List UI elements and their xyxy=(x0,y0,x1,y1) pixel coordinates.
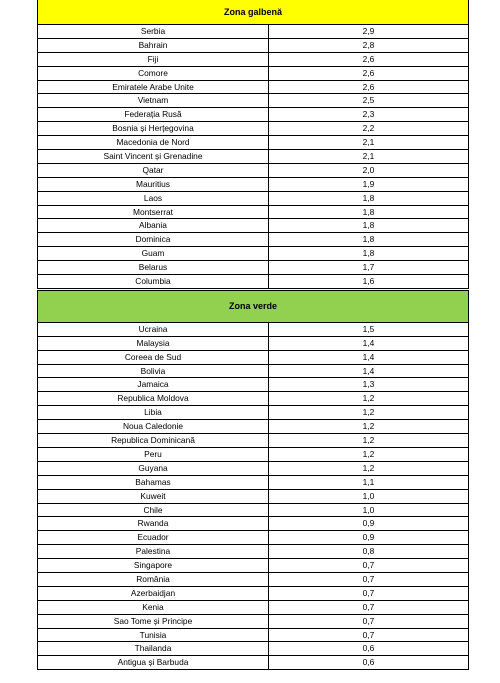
table-row xyxy=(37,261,469,275)
incidence-value-cell: 1,7 xyxy=(362,262,375,273)
incidence-value-cell: 2,2 xyxy=(362,123,375,134)
table-row xyxy=(37,81,469,95)
country-cell: Malaysia xyxy=(38,337,269,350)
incidence-value-cell: 1,6 xyxy=(362,276,375,287)
table-row xyxy=(37,39,469,53)
incidence-value-cell: 0,6 xyxy=(362,643,375,654)
table-row xyxy=(37,108,469,122)
country-cell: Peru xyxy=(38,448,269,461)
table-row xyxy=(37,545,469,559)
country-cell: Albania xyxy=(38,219,269,232)
section-title: Zona verde xyxy=(228,301,277,312)
country-cell: Guyana xyxy=(38,462,269,475)
section-header-green-zone xyxy=(37,290,469,323)
incidence-value-cell: 1,9 xyxy=(362,178,375,189)
country-cell: Jamaica xyxy=(38,378,269,391)
incidence-value-cell: 0,9 xyxy=(362,532,375,543)
table-row xyxy=(37,351,469,365)
table-row xyxy=(37,136,469,150)
table-row xyxy=(37,53,469,67)
country-cell: Republica Dominicană xyxy=(38,434,269,447)
table-row xyxy=(37,490,469,504)
country-cell: Emiratele Arabe Unite xyxy=(38,81,269,94)
incidence-value-cell: 2,6 xyxy=(362,67,375,78)
table-row xyxy=(37,337,469,351)
country-cell: Comore xyxy=(38,67,269,80)
table-row xyxy=(37,178,469,192)
table-row xyxy=(37,601,469,615)
table-row xyxy=(37,275,469,289)
country-cell: Libia xyxy=(38,406,269,419)
incidence-value-cell: 1,2 xyxy=(362,435,375,446)
country-cell: Columbia xyxy=(38,275,269,288)
table-row xyxy=(37,122,469,136)
incidence-value-cell: 0,7 xyxy=(362,573,375,584)
incidence-value-cell: 1,0 xyxy=(362,504,375,515)
table-row xyxy=(37,434,469,448)
country-cell: Thailanda xyxy=(38,642,269,655)
yellow-zone-rows xyxy=(37,25,469,289)
country-cell: Laos xyxy=(38,192,269,205)
country-cell: Bahamas xyxy=(38,476,269,489)
section-header-yellow-zone xyxy=(37,0,469,25)
country-cell: Bosnia și Herțegovina xyxy=(38,122,269,135)
incidence-value-cell: 1,0 xyxy=(362,490,375,501)
table-row xyxy=(37,573,469,587)
country-cell: Belarus xyxy=(38,261,269,274)
table-row xyxy=(37,378,469,392)
table-row xyxy=(37,94,469,108)
country-cell: România xyxy=(38,573,269,586)
country-cell: Montserrat xyxy=(38,206,269,219)
country-cell: Azerbaidjan xyxy=(38,587,269,600)
table-row xyxy=(37,587,469,601)
country-cell: Macedonia de Nord xyxy=(38,136,269,149)
country-cell: Antigua și Barbuda xyxy=(38,656,269,669)
country-cell: Guam xyxy=(38,247,269,260)
table-row xyxy=(37,206,469,220)
table-row xyxy=(37,67,469,81)
country-cell: Republica Moldova xyxy=(38,392,269,405)
green-zone-rows xyxy=(37,323,469,670)
incidence-value-cell: 0,7 xyxy=(362,629,375,640)
incidence-value-cell: 0,6 xyxy=(362,657,375,668)
incidence-value-cell: 1,2 xyxy=(362,448,375,459)
table-row xyxy=(37,192,469,206)
country-cell: Bolivia xyxy=(38,365,269,378)
country-cell: Kuweit xyxy=(38,490,269,503)
country-cell: Ecuador xyxy=(38,531,269,544)
incidence-value-cell: 0,7 xyxy=(362,587,375,598)
table-row xyxy=(37,420,469,434)
table-row xyxy=(37,365,469,379)
table-row xyxy=(37,323,469,337)
incidence-value-cell: 2,1 xyxy=(362,137,375,148)
table-row xyxy=(37,392,469,406)
incidence-value-cell: 2,3 xyxy=(362,109,375,120)
table-row xyxy=(37,164,469,178)
table-row xyxy=(37,150,469,164)
country-cell: Noua Caledonie xyxy=(38,420,269,433)
table-row xyxy=(37,629,469,643)
table-row xyxy=(37,247,469,261)
table-row xyxy=(37,476,469,490)
country-cell: Sao Tome și Principe xyxy=(38,615,269,628)
incidence-value-cell: 0,7 xyxy=(362,615,375,626)
incidence-value-cell: 2,5 xyxy=(362,95,375,106)
country-cell: Chile xyxy=(38,504,269,517)
table-row xyxy=(37,559,469,573)
incidence-value-cell: 0,7 xyxy=(362,560,375,571)
incidence-value-cell: 1,8 xyxy=(362,192,375,203)
table-row xyxy=(37,462,469,476)
country-cell: Singapore xyxy=(38,559,269,572)
country-table xyxy=(37,0,469,670)
incidence-value-cell: 2,8 xyxy=(362,39,375,50)
incidence-value-cell: 1,8 xyxy=(362,234,375,245)
country-cell: Fiji xyxy=(38,53,269,66)
table-row xyxy=(37,219,469,233)
incidence-value-cell: 2,1 xyxy=(362,151,375,162)
table-row xyxy=(37,615,469,629)
incidence-value-cell: 2,9 xyxy=(362,26,375,36)
table-row xyxy=(37,406,469,420)
incidence-value-cell: 2,6 xyxy=(362,53,375,64)
table-row xyxy=(37,517,469,531)
country-cell: Ucraina xyxy=(38,323,269,336)
incidence-value-cell: 0,8 xyxy=(362,546,375,557)
incidence-value-cell: 1,3 xyxy=(362,379,375,390)
incidence-value-cell: 1,4 xyxy=(362,337,375,348)
incidence-value-cell: 1,8 xyxy=(362,220,375,231)
country-cell: Dominica xyxy=(38,233,269,246)
incidence-value-cell: 1,2 xyxy=(362,421,375,432)
incidence-value-cell: 0,7 xyxy=(362,601,375,612)
country-cell: Qatar xyxy=(38,164,269,177)
country-cell: Saint Vincent și Grenadine xyxy=(38,150,269,163)
table-row xyxy=(37,448,469,462)
country-cell: Federația Rusă xyxy=(38,108,269,121)
incidence-value-cell: 1,8 xyxy=(362,206,375,217)
table-row xyxy=(37,642,469,656)
country-cell: Vietnam xyxy=(38,94,269,107)
incidence-value-cell: 2,6 xyxy=(362,81,375,92)
country-cell: Rwanda xyxy=(38,517,269,530)
incidence-value-cell: 1,2 xyxy=(362,393,375,404)
incidence-value-cell: 1,4 xyxy=(362,365,375,376)
country-cell: Kenia xyxy=(38,601,269,614)
incidence-value-cell: 1,4 xyxy=(362,351,375,362)
country-cell: Serbia xyxy=(38,25,269,38)
table-row xyxy=(37,233,469,247)
incidence-value-cell: 1,2 xyxy=(362,407,375,418)
section-title: Zona galbenă xyxy=(223,7,282,17)
incidence-value-cell: 2,0 xyxy=(362,164,375,175)
table-row xyxy=(37,531,469,545)
incidence-value-cell: 0,9 xyxy=(362,518,375,529)
incidence-value-cell: 1,8 xyxy=(362,248,375,259)
country-cell: Coreea de Sud xyxy=(38,351,269,364)
country-cell: Palestina xyxy=(38,545,269,558)
incidence-value-cell: 1,2 xyxy=(362,462,375,473)
country-cell: Bahrain xyxy=(38,39,269,52)
country-cell: Mauritius xyxy=(38,178,269,191)
table-row xyxy=(37,504,469,518)
country-cell: Tunisia xyxy=(38,629,269,642)
incidence-value-cell: 1,5 xyxy=(362,323,375,334)
table-row xyxy=(37,656,469,670)
table-row xyxy=(37,25,469,39)
incidence-value-cell: 1,1 xyxy=(362,476,375,487)
